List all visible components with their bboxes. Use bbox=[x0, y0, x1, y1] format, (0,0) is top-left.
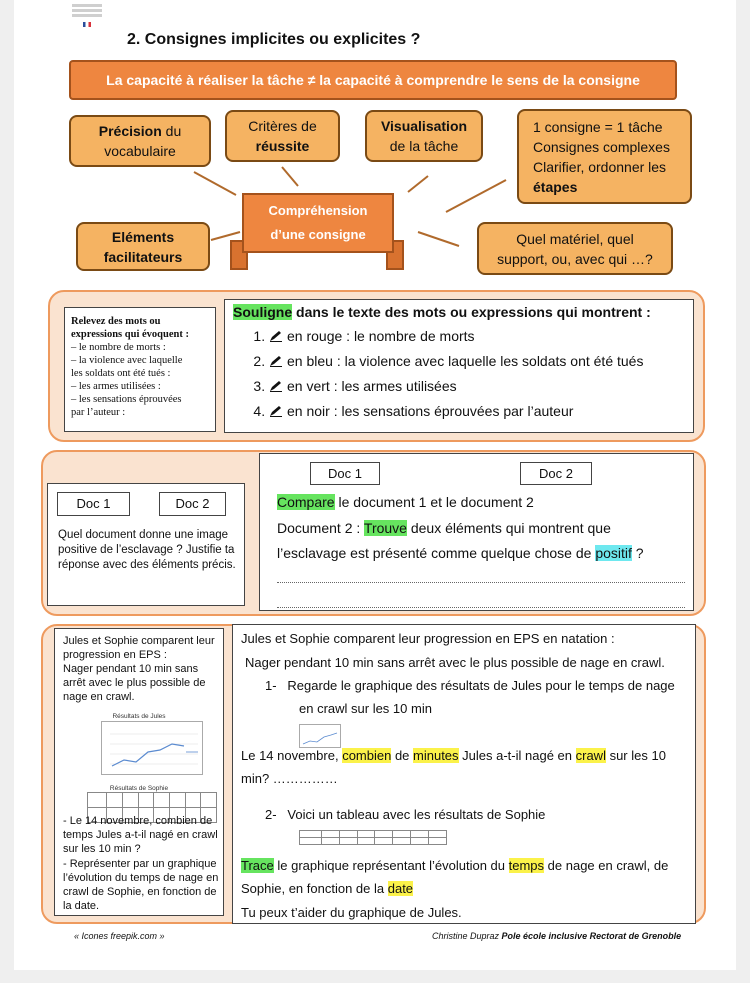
republic-logo bbox=[72, 2, 102, 28]
simplified-compare-box: Quel document donne une image positive de l’esclavage ? Justifie ta réponse avec des éléments précis. bbox=[47, 483, 245, 606]
jules-chart-thumbnail bbox=[101, 721, 203, 775]
list-item: 1. en rouge : le nombre de morts bbox=[269, 328, 685, 344]
footer-author: Christine Dupraz Pole école inclusive Rectorat de Grenoble bbox=[432, 931, 682, 941]
original-compare-box: Compare le document 1 et le document 2 Document 2 : Trouve deux éléments qui montrent que l’esclavage est présenté comme quelque chose de positif ? bbox=[259, 453, 694, 611]
footer-credit: « Icones freepik.com » bbox=[74, 931, 165, 941]
list-item: 4. en noir : les sensations éprouvées par l’auteur bbox=[269, 403, 685, 419]
bubble-precision: Précision du vocabulaire bbox=[69, 115, 211, 167]
doc1-label: Doc 1 bbox=[310, 462, 380, 485]
list-item: 2. en bleu : la violence avec laquelle les soldats ont été tués bbox=[269, 353, 685, 369]
banner: La capacité à réaliser la tâche ≠ la capacité à comprendre le sens de la consigne bbox=[69, 60, 677, 100]
answer-line bbox=[277, 607, 685, 608]
original-instruction-box: Souligne dans le texte des mots ou expressions qui montrent : 1. en rouge : le nombre de morts 2. en bleu : la violence avec laquelle les soldats ont été tués 3. en vert : les armes utilisées 4. en noir : les sensations éprouvées par l’auteur bbox=[224, 299, 694, 433]
answer-line bbox=[277, 582, 685, 583]
bubble-elements-facilitateurs: Eléments facilitateurs bbox=[76, 222, 210, 271]
bubble-materiel: Quel matériel, quel support, ou, avec qui …? bbox=[477, 222, 673, 275]
original-eps-box: Jules et Sophie comparent leur progression en EPS en natation : Nager pendant 10 min sans arrêt avec le plus possible de nage en crawl. 1- Regarde le graphique des résultats de Jules pour le temps de nage en crawl sur les 10 min Le 14 novembre, combien de minutes Jules a-t-il nagé en crawl sur les 10 min? …………… 2- Voici un tableau avec les résultats de Sophie Trace le graphique représentant l’évolution du temps de nage en crawl, de Sophie, en fonction de la date Tu peux t’aider du graphique de Jules. bbox=[232, 624, 696, 924]
simplified-eps-box: Jules et Sophie comparent leur progression en EPS : Nager pendant 10 min sans arrêt avec le plus possible de nage en crawl. Résultats de Jules Résultats de Sophie - Le 14 novembre, combien de temps Jules a-t-il nagé en crawl sur les 10 min ? - Représenter par un graphique l’évolution du temps de nage en crawl de Sophie, en fonction de la date. bbox=[54, 628, 224, 916]
sophie-table-thumbnail bbox=[299, 830, 447, 845]
doc1-label-small: Doc 1 bbox=[57, 492, 130, 516]
doc2-label: Doc 2 bbox=[520, 462, 592, 485]
bubble-consigne: 1 consigne = 1 tâche Consignes complexes Clarifier, ordonner les étapes bbox=[517, 109, 692, 204]
center-ribbon: Compréhension d’une consigne bbox=[242, 193, 394, 253]
bubble-visualisation: Visualisation de la tâche bbox=[365, 110, 483, 162]
simplified-instruction-box: Relevez des mots ou expressions qui évoquent : – le nombre de morts : – la violence avec laquelle les soldats ont été tués : – les armes utilisées : – les sensations éprouvées par l’auteur : bbox=[64, 307, 216, 432]
bubble-criteres: Critères de réussite bbox=[225, 110, 340, 162]
underline-list bbox=[233, 328, 685, 419]
page-title: 2. Consignes implicites ou explicites ? bbox=[127, 31, 421, 48]
doc2-label-small: Doc 2 bbox=[159, 492, 226, 516]
pencil-icon bbox=[269, 330, 283, 342]
jules-chart-thumbnail bbox=[299, 724, 341, 748]
list-item: 3. en vert : les armes utilisées bbox=[269, 378, 685, 394]
pencil-icon bbox=[269, 380, 283, 392]
document-page bbox=[14, 0, 736, 970]
pencil-icon bbox=[269, 405, 283, 417]
pencil-icon bbox=[269, 355, 283, 367]
